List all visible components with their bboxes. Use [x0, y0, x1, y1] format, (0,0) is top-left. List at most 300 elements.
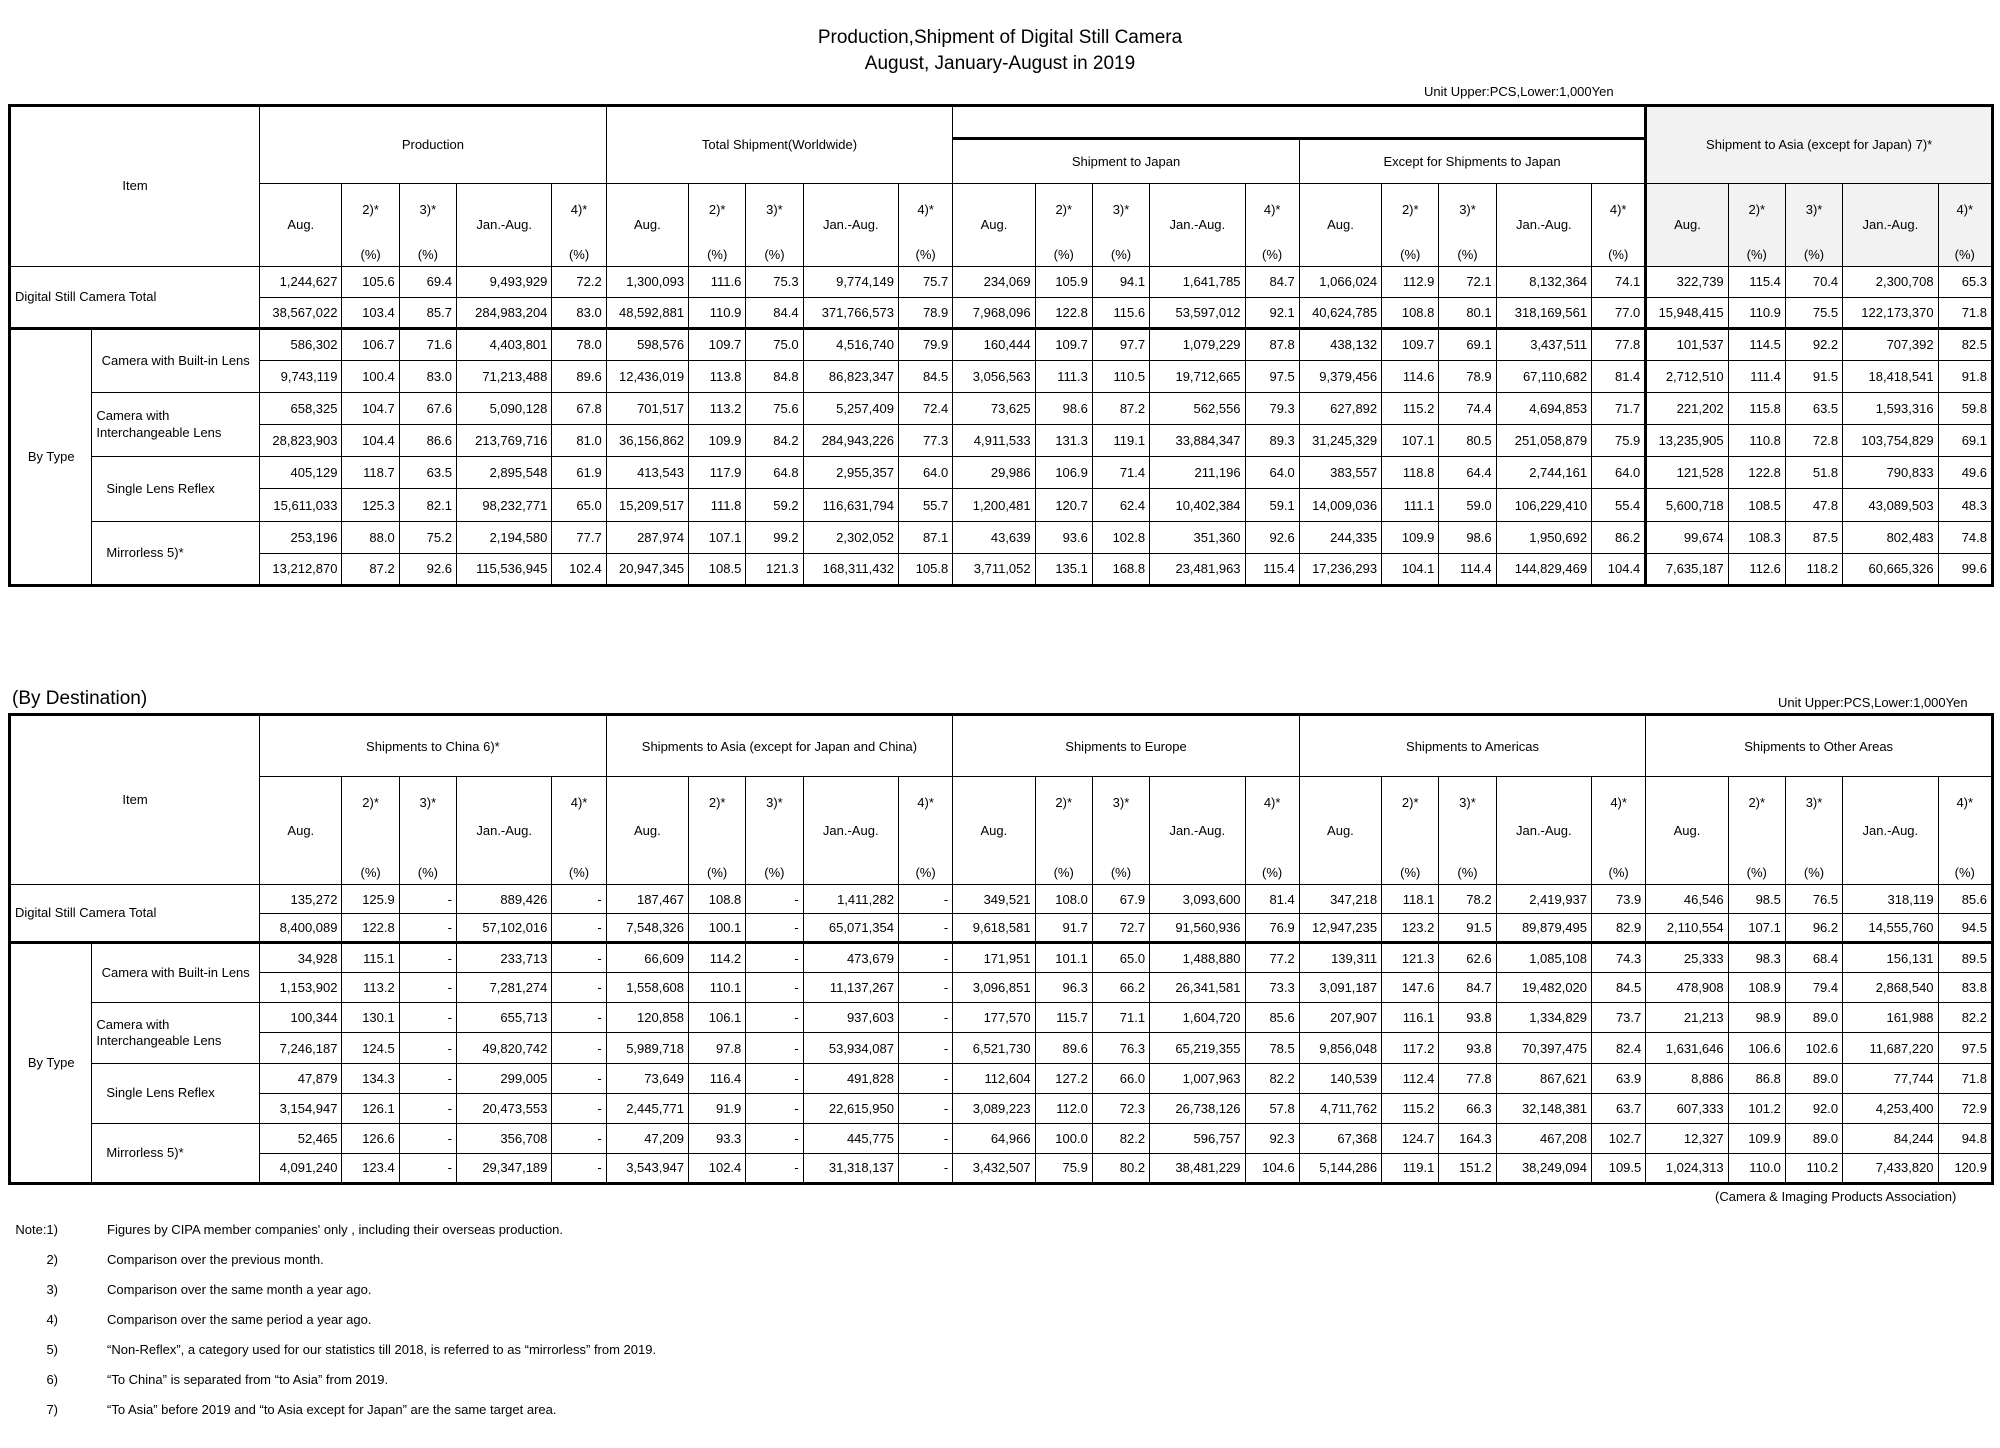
data-cell: 48,592,881 — [606, 297, 688, 328]
data-cell: 49,820,742 — [456, 1033, 551, 1063]
data-cell: - — [898, 973, 952, 1003]
data-cell: 69.1 — [1439, 328, 1496, 360]
data-cell: 109.7 — [1035, 328, 1092, 360]
data-cell: 140,539 — [1299, 1063, 1381, 1093]
pct-label: (%) — [707, 246, 728, 262]
pct-label: (%) — [1803, 246, 1825, 262]
col-header-c3 — [1785, 183, 1842, 266]
data-cell: 467,208 — [1496, 1123, 1591, 1153]
data-cell: 83.0 — [552, 297, 606, 328]
data-cell: 91.9 — [689, 1093, 746, 1123]
data-cell: 59.0 — [1439, 489, 1496, 521]
row-label-mirrorless: Mirrorless 5)* — [92, 521, 260, 585]
col-header-c2 — [1382, 777, 1439, 885]
data-row — [10, 297, 1993, 328]
data-cell: 59.1 — [1245, 489, 1299, 521]
data-cell: 75.9 — [1035, 1153, 1092, 1183]
data-cell: 284,983,204 — [456, 297, 551, 328]
data-cell: 76.9 — [1245, 914, 1299, 943]
asia-header: Shipment to Asia (except for Japan) 7)* — [1646, 106, 1993, 184]
data-cell: 79.4 — [1785, 973, 1842, 1003]
data-cell: 112.0 — [1035, 1093, 1092, 1123]
data-cell: 72.8 — [1785, 425, 1842, 457]
shipment-bracket — [953, 106, 1646, 139]
data-cell: 115.4 — [1245, 553, 1299, 585]
data-cell: 104.7 — [342, 393, 399, 425]
data-cell: 74.8 — [1938, 521, 1992, 553]
data-cell: 14,555,760 — [1843, 914, 1938, 943]
data-row — [10, 489, 1993, 521]
data-cell: 72.3 — [1092, 1093, 1149, 1123]
row-label-slr: Single Lens Reflex — [92, 457, 260, 521]
pct-label: (%) — [417, 865, 438, 881]
data-cell: 7,548,326 — [606, 914, 688, 943]
data-cell: 13,212,870 — [260, 553, 342, 585]
data-cell: 3,093,600 — [1150, 885, 1245, 914]
data-cell: 123.2 — [1382, 914, 1439, 943]
data-cell: 36,156,862 — [606, 425, 688, 457]
data-cell: 87.2 — [342, 553, 399, 585]
by-type-label: By Type — [10, 328, 92, 585]
data-cell: 126.1 — [342, 1093, 399, 1123]
col-label: Jan.-Aug. — [822, 217, 879, 233]
col-header-c2 — [1728, 183, 1785, 266]
data-cell: 101.2 — [1728, 1093, 1785, 1123]
data-cell: 61.9 — [552, 457, 606, 489]
data-cell: - — [552, 1063, 606, 1093]
data-cell: 110.8 — [1728, 425, 1785, 457]
note-item — [12, 1312, 1012, 1330]
data-cell: 86,823,347 — [803, 360, 898, 392]
data-cell: 598,576 — [606, 328, 688, 360]
data-row — [10, 1063, 1993, 1093]
data-cell: 134.3 — [342, 1063, 399, 1093]
col-label: Aug. — [634, 217, 661, 233]
data-cell: 207,907 — [1299, 1003, 1381, 1033]
data-cell: 110.5 — [1092, 360, 1149, 392]
data-cell: 108.0 — [1035, 885, 1092, 914]
page-title: Production,Shipment of Digital Still Camera — [817, 27, 1183, 48]
data-cell: 171,951 — [953, 943, 1035, 973]
data-cell: 114.5 — [1728, 328, 1785, 360]
data-cell: 111.8 — [689, 489, 746, 521]
data-cell: 105.6 — [342, 266, 399, 297]
data-cell: 23,481,963 — [1150, 553, 1245, 585]
col-header-janaug — [1843, 777, 1938, 885]
data-cell: 117.9 — [689, 457, 746, 489]
data-cell: - — [399, 1123, 456, 1153]
data-cell: 98,232,771 — [456, 489, 551, 521]
data-cell: 3,096,851 — [953, 973, 1035, 1003]
data-cell: 91.7 — [1035, 914, 1092, 943]
data-cell: 82.1 — [399, 489, 456, 521]
data-cell: 97.7 — [1092, 328, 1149, 360]
data-cell: 10,402,384 — [1150, 489, 1245, 521]
data-cell: - — [746, 1093, 803, 1123]
data-cell: 59.2 — [746, 489, 803, 521]
data-row — [10, 1093, 1993, 1123]
data-cell: 93.6 — [1035, 521, 1092, 553]
data-cell: 78.9 — [1439, 360, 1496, 392]
note-item — [12, 1282, 1012, 1300]
data-cell: 168.8 — [1092, 553, 1149, 585]
col-header-janaug — [803, 777, 898, 885]
data-cell: 92.6 — [399, 553, 456, 585]
pct-label: (%) — [568, 246, 590, 262]
data-cell: - — [399, 1003, 456, 1033]
data-cell: 51.8 — [1785, 457, 1842, 489]
data-cell: 57.8 — [1245, 1093, 1299, 1123]
data-cell: 48.3 — [1938, 489, 1992, 521]
pct-label: (%) — [1457, 246, 1478, 262]
data-cell: 2,744,161 — [1496, 457, 1591, 489]
data-cell: 86.8 — [1728, 1063, 1785, 1093]
data-cell: 79.3 — [1245, 393, 1299, 425]
pct-label: (%) — [1262, 246, 1283, 262]
item-header: Item — [10, 106, 260, 267]
note-item — [12, 1402, 1012, 1420]
data-cell: 111.6 — [689, 266, 746, 297]
col-label: 4)* — [570, 201, 588, 217]
col-header-c2 — [342, 183, 399, 266]
col-label: 3)* — [1459, 201, 1476, 217]
data-cell: 64.4 — [1439, 457, 1496, 489]
data-cell: 4,403,801 — [456, 328, 551, 360]
data-cell: 25,333 — [1646, 943, 1728, 973]
data-cell: 12,947,235 — [1299, 914, 1381, 943]
data-cell: 77.3 — [898, 425, 952, 457]
data-cell: 156,131 — [1843, 943, 1938, 973]
col-header-aug — [1299, 183, 1381, 266]
data-cell: 8,400,089 — [260, 914, 342, 943]
data-cell: 89.5 — [1938, 943, 1992, 973]
data-cell: - — [399, 973, 456, 1003]
col-label: Aug. — [287, 217, 315, 233]
data-cell: 69.4 — [399, 266, 456, 297]
col-label: Aug. — [980, 823, 1008, 839]
col-label: 3)* — [1112, 795, 1130, 811]
data-cell: 84.8 — [746, 360, 803, 392]
col-label: Aug. — [1673, 823, 1701, 839]
data-cell: 85.7 — [399, 297, 456, 328]
data-cell: 110.0 — [1728, 1153, 1785, 1183]
data-cell: - — [898, 1033, 952, 1063]
col-header-aug — [260, 183, 342, 266]
data-cell: 115.7 — [1035, 1003, 1092, 1033]
row-label-interchangeable: Camera with Interchangeable Lens — [92, 393, 260, 457]
except-japan-header: Except for Shipments to Japan — [1299, 139, 1646, 183]
data-cell: 473,679 — [803, 943, 898, 973]
pct-label: (%) — [764, 865, 785, 881]
data-cell: 349,521 — [953, 885, 1035, 914]
data-cell: 125.3 — [342, 489, 399, 521]
data-cell: 2,445,771 — [606, 1093, 688, 1123]
data-cell: 120.9 — [1938, 1153, 1992, 1183]
data-cell: 99.6 — [1938, 553, 1992, 585]
data-cell: 84.5 — [1592, 973, 1646, 1003]
data-cell: 89.0 — [1785, 1123, 1842, 1153]
col-header-c4 — [1245, 183, 1299, 266]
data-cell: 109.7 — [689, 328, 746, 360]
col-header-c2 — [1035, 183, 1092, 266]
data-cell: 126.6 — [342, 1123, 399, 1153]
data-cell: 445,775 — [803, 1123, 898, 1153]
data-cell: 92.6 — [1245, 521, 1299, 553]
pct-label: (%) — [360, 246, 381, 262]
data-cell: 71.8 — [1938, 297, 1992, 328]
data-cell: 107.1 — [689, 521, 746, 553]
data-cell: 38,567,022 — [260, 297, 342, 328]
note-number: 6) — [46, 1372, 58, 1387]
data-cell: 77.8 — [1592, 328, 1646, 360]
data-cell: 97.5 — [1938, 1033, 1992, 1063]
data-cell: 43,639 — [953, 521, 1035, 553]
data-cell: 76.5 — [1785, 885, 1842, 914]
pct-label: (%) — [915, 865, 936, 881]
data-cell: 491,828 — [803, 1063, 898, 1093]
pct-label: (%) — [1803, 865, 1825, 881]
data-cell: 84.2 — [746, 425, 803, 457]
other-areas-header: Shipments to Other Areas — [1646, 715, 1993, 777]
data-cell: 11,687,220 — [1843, 1033, 1938, 1063]
data-cell: 112.4 — [1382, 1063, 1439, 1093]
data-cell: 151.2 — [1439, 1153, 1496, 1183]
data-cell: 73.9 — [1592, 885, 1646, 914]
note-text: “To China” is separated from “to Asia” from 2019. — [107, 1372, 389, 1387]
data-cell: 82.2 — [1245, 1063, 1299, 1093]
data-cell: - — [898, 1063, 952, 1093]
data-cell: - — [746, 1063, 803, 1093]
data-cell: 55.4 — [1592, 489, 1646, 521]
data-cell: 112.9 — [1382, 266, 1439, 297]
data-cell: 72.9 — [1938, 1093, 1992, 1123]
data-cell: 121.3 — [746, 553, 803, 585]
data-cell: 118.1 — [1382, 885, 1439, 914]
unit-label-top: Unit Upper:PCS,Lower:1,000Yen — [1424, 84, 1614, 99]
data-cell: 106.9 — [1035, 457, 1092, 489]
data-cell: 9,743,119 — [260, 360, 342, 392]
data-cell: 91.8 — [1938, 360, 1992, 392]
data-cell: 53,597,012 — [1150, 297, 1245, 328]
data-cell: 2,110,554 — [1646, 914, 1728, 943]
data-cell: 71.1 — [1092, 1003, 1149, 1033]
col-header-c4 — [552, 183, 606, 266]
col-header-c4 — [1938, 183, 1992, 266]
data-cell: 75.3 — [746, 266, 803, 297]
data-cell: 7,433,820 — [1843, 1153, 1938, 1183]
data-cell: 109.9 — [1728, 1123, 1785, 1153]
note-number: 2) — [46, 1252, 58, 1267]
data-cell: 1,604,720 — [1150, 1003, 1245, 1033]
data-cell: 318,119 — [1843, 885, 1938, 914]
col-label: Aug. — [1327, 823, 1354, 839]
data-row — [10, 553, 1993, 585]
data-cell: - — [399, 1093, 456, 1123]
data-row — [10, 885, 1993, 914]
data-cell: - — [552, 1123, 606, 1153]
data-cell: - — [399, 943, 456, 973]
data-cell: 97.8 — [689, 1033, 746, 1063]
data-cell: 22,615,950 — [803, 1093, 898, 1123]
data-cell: 119.1 — [1382, 1153, 1439, 1183]
data-cell: 2,955,357 — [803, 457, 898, 489]
col-label: Aug. — [633, 823, 661, 839]
data-cell: 67.8 — [552, 393, 606, 425]
data-cell: 81.4 — [1592, 360, 1646, 392]
data-cell: 78.9 — [898, 297, 952, 328]
row-label-builtin: Camera with Built-in Lens — [92, 328, 260, 392]
pct-label: (%) — [764, 246, 785, 262]
data-cell: - — [552, 885, 606, 914]
data-cell: 9,493,929 — [456, 266, 551, 297]
data-cell: 114.2 — [689, 943, 746, 973]
col-header-c2 — [689, 777, 746, 885]
note-text: Comparison over the previous month. — [107, 1252, 324, 1267]
data-cell: 3,543,947 — [606, 1153, 688, 1183]
data-cell: 115.4 — [1728, 266, 1785, 297]
data-cell: 5,989,718 — [606, 1033, 688, 1063]
data-cell: 20,947,345 — [606, 553, 688, 585]
data-cell: 5,600,718 — [1646, 489, 1728, 521]
col-header-c4 — [1938, 777, 1992, 885]
row-label-interchangeable: Camera with Interchangeable Lens — [92, 1003, 260, 1063]
data-cell: 111.4 — [1728, 360, 1785, 392]
data-cell: 85.6 — [1245, 1003, 1299, 1033]
data-cell: 114.4 — [1439, 553, 1496, 585]
data-cell: 80.2 — [1092, 1153, 1149, 1183]
data-cell: 7,635,187 — [1646, 553, 1728, 585]
data-cell: 88.0 — [342, 521, 399, 553]
data-row — [10, 425, 1993, 457]
data-cell: 87.8 — [1245, 328, 1299, 360]
data-cell: 3,091,187 — [1299, 973, 1381, 1003]
item-header: Item — [10, 715, 260, 885]
col-header-janaug — [1150, 183, 1245, 266]
data-cell: 82.5 — [1938, 328, 1992, 360]
data-cell: - — [552, 973, 606, 1003]
total-shipment-header: Total Shipment(Worldwide) — [606, 106, 953, 184]
data-cell: 85.6 — [1938, 885, 1992, 914]
data-cell: 3,432,507 — [953, 1153, 1035, 1183]
data-cell: 94.5 — [1938, 914, 1992, 943]
data-cell: 77.8 — [1439, 1063, 1496, 1093]
data-cell: 66.3 — [1439, 1093, 1496, 1123]
data-cell: 8,886 — [1646, 1063, 1728, 1093]
data-cell: 113.2 — [342, 973, 399, 1003]
data-cell: 77.2 — [1245, 943, 1299, 973]
data-cell: - — [552, 1033, 606, 1063]
data-cell: 122.8 — [1035, 297, 1092, 328]
data-cell: 73,625 — [953, 393, 1035, 425]
data-cell: 347,218 — [1299, 885, 1381, 914]
data-cell: 2,868,540 — [1843, 973, 1938, 1003]
data-cell: 118.2 — [1785, 553, 1842, 585]
col-label: Aug. — [1327, 217, 1354, 233]
data-cell: 75.7 — [898, 266, 952, 297]
data-cell: 86.2 — [1592, 521, 1646, 553]
data-cell: 1,334,829 — [1496, 1003, 1591, 1033]
col-header-c3 — [746, 183, 803, 266]
data-cell: - — [746, 973, 803, 1003]
data-cell: 98.3 — [1728, 943, 1785, 973]
data-cell: - — [898, 1003, 952, 1033]
data-cell: 100,344 — [260, 1003, 342, 1033]
data-row — [10, 1123, 1993, 1153]
data-cell: 14,009,036 — [1299, 489, 1381, 521]
data-cell: 99.2 — [746, 521, 803, 553]
col-header-aug — [606, 183, 688, 266]
col-label: 4)* — [1263, 201, 1281, 217]
data-cell: 47.8 — [1785, 489, 1842, 521]
data-cell: 89,879,495 — [1496, 914, 1591, 943]
data-cell: 115.2 — [1382, 1093, 1439, 1123]
data-cell: 77.7 — [552, 521, 606, 553]
data-cell: 65.0 — [1092, 943, 1149, 973]
data-cell: 5,144,286 — [1299, 1153, 1381, 1183]
col-header-c2 — [1382, 183, 1439, 266]
col-header-c4 — [898, 183, 952, 266]
data-cell: 2,895,548 — [456, 457, 551, 489]
pct-label: (%) — [1746, 246, 1767, 262]
data-cell: 73,649 — [606, 1063, 688, 1093]
data-cell: 83.0 — [399, 360, 456, 392]
data-cell: 117.2 — [1382, 1033, 1439, 1063]
data-cell: 405,129 — [260, 457, 342, 489]
data-cell: 108.5 — [1728, 489, 1785, 521]
data-cell: 15,611,033 — [260, 489, 342, 521]
data-cell: 233,713 — [456, 943, 551, 973]
data-cell: 104.1 — [1382, 553, 1439, 585]
data-cell: 65,071,354 — [803, 914, 898, 943]
data-cell: 63.7 — [1592, 1093, 1646, 1123]
data-cell: 124.7 — [1382, 1123, 1439, 1153]
data-cell: 9,856,048 — [1299, 1033, 1381, 1063]
data-cell: 93.8 — [1439, 1003, 1496, 1033]
data-cell: - — [552, 1153, 606, 1183]
data-cell: 109.7 — [1382, 328, 1439, 360]
note-text: Comparison over the same month a year ago. — [107, 1282, 372, 1297]
col-header-c3 — [1439, 777, 1496, 885]
data-cell: 438,132 — [1299, 328, 1381, 360]
col-header-c4 — [1592, 183, 1646, 266]
col-label: Jan.-Aug. — [1862, 217, 1919, 233]
data-cell: 100.0 — [1035, 1123, 1092, 1153]
note-number: 7) — [46, 1402, 58, 1417]
col-header-janaug — [803, 183, 898, 266]
row-label-mirrorless: Mirrorless 5)* — [92, 1123, 260, 1183]
data-cell: 26,738,126 — [1150, 1093, 1245, 1123]
data-cell: 110.1 — [689, 973, 746, 1003]
data-cell: 4,091,240 — [260, 1153, 342, 1183]
col-label: 3)* — [766, 795, 783, 811]
col-header-janaug — [1843, 183, 1938, 266]
data-cell: 74.1 — [1592, 266, 1646, 297]
data-cell: 84,244 — [1843, 1123, 1938, 1153]
data-cell: 70,397,475 — [1496, 1033, 1591, 1063]
data-cell: 5,257,409 — [803, 393, 898, 425]
data-row — [10, 1003, 1993, 1033]
data-cell: 867,621 — [1496, 1063, 1591, 1093]
data-cell: - — [746, 1123, 803, 1153]
data-cell: 12,436,019 — [606, 360, 688, 392]
data-cell: 102.8 — [1092, 521, 1149, 553]
col-header-c3 — [746, 777, 803, 885]
data-cell: 110.9 — [689, 297, 746, 328]
note-text: “Non-Reflex”, a category used for our statistics till 2018, is referred to as “mirrorless” from 2019. — [107, 1342, 657, 1357]
data-cell: 299,005 — [456, 1063, 551, 1093]
data-cell: 64.0 — [1245, 457, 1299, 489]
data-cell: 106.1 — [689, 1003, 746, 1033]
